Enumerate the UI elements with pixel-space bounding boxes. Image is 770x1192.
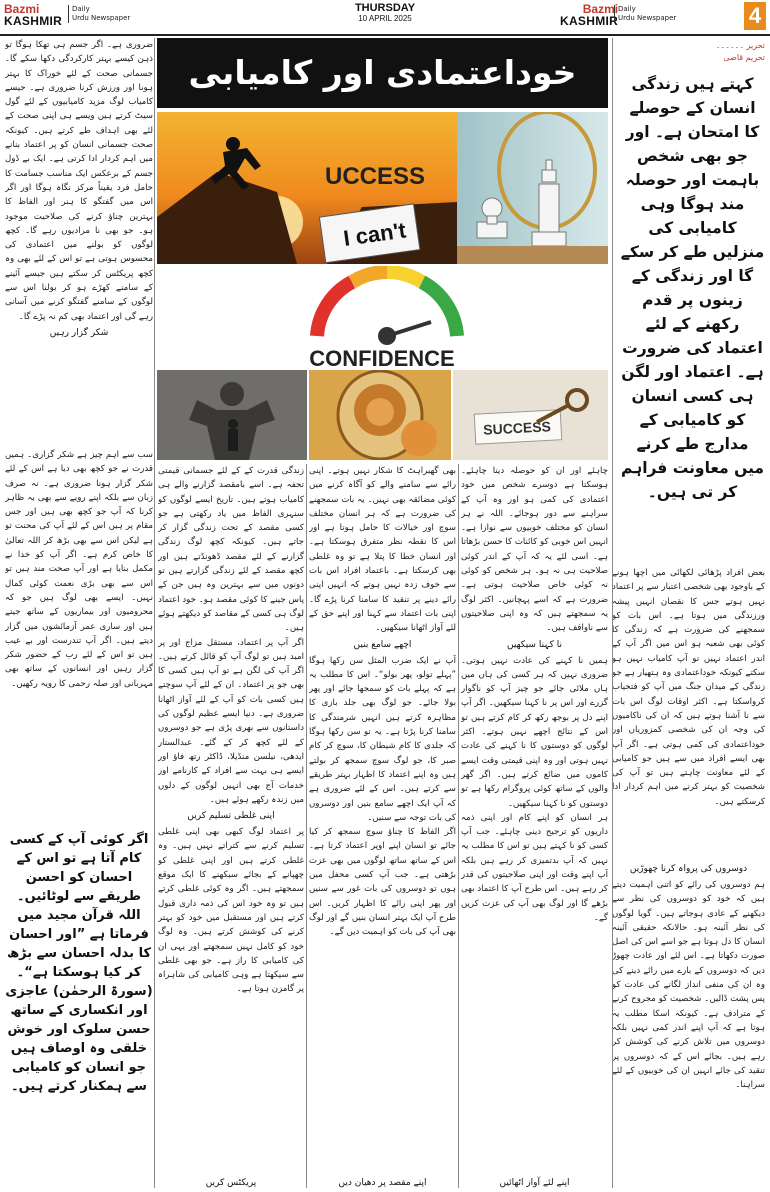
uccess-word: UCCESS — [325, 163, 426, 190]
col3-paragraph-2: اگر آپ پر اعتماد، مستقل مزاج اور پر امید ہیں تو لوگ آپ کو قائل کرتے ہیں۔ اگر آپ کی لگن ہے تو آپ ہیں کسی کا بھی جو پر اعتماد۔ ان کے لئے آپ سوچتے ہیں کسی بات کو آپ کے لئے آواز اٹھانا ضروری ہے۔ دنیا ایسے عظیم لوگوں کی داستانوں سے بھری پڑی ہے جو دوسروں کے لئے کچھ کر کے گئے۔ عبدالستار ایدھی، نیلسن منڈیلا، ڈاکٹر رتھ فاؤ اور ایسے ہی بہت سے افراد کے کارنامے اور خدمات آج بھی انہیں لوگوں کے دلوں میں زندہ رکھے ہوئے ہیں۔ — [158, 637, 304, 805]
brand-line2: KASHMIR — [4, 14, 63, 28]
brand-line2-right: KASHMIR — [560, 14, 619, 28]
col3-bottom-subhead: پریکٹس کریں — [205, 1178, 257, 1188]
article-title: خوداعتمادی اور کامیابی — [157, 38, 608, 108]
byline-name: تحریم قاضی — [723, 53, 765, 62]
divider-col3 — [306, 464, 307, 1188]
col4-bottom-subhead: اپنے مقصد پر دھیان دیں — [338, 1178, 427, 1188]
col4-paragraph-2: آپ نے ایک ضرب المثل سن رکھا ہوگا ”پہلے تولو، پھر بولو“۔ اس کا مطلب یہ ہے کہ پہلے بات کو سمجھا جائے اور پھر بولا جائے۔ جو لوگ بھی جلد بازی کا مظاہرہ کرتے ہیں انہیں شرمندگی کا سامنا کرنا پڑتا ہے۔ یہ تو سن رکھا ہوگا کہ جلدی کا کام شیطان کا، سوچ کر کام صبر کا، جو لوگ سوچ سمجھ کر بولتے ہیں وہ اپنے اعتماد کا اظہار بہتر طریقے سے کرتے ہیں۔ اس کے لئے ضروری ہے کہ آپ ایک اچھے سامع بنیں اور دوسروں کی بات توجہ سے سنیں۔ — [309, 655, 456, 823]
small-figure — [228, 419, 238, 451]
date-label: 10 APRIL 2025 — [358, 14, 412, 23]
confidence-gauge-image — [157, 266, 608, 370]
sub-line1-right: Daily — [618, 5, 636, 13]
sub-line2-right: Urdu Newspaper — [618, 14, 677, 22]
pull-quote: کہتے ہیں زندگی انسان کے حوصلے کا امتحان ہے۔ اور جو بھی شخص باہمت اور حوصلہ مند ہوگا وہی کامیابی کی منزلیں طے کر سکے گا اور زندگی کے زینوں پر قدم رکھنے کے لئے اعتماد کی ضرورت ہے۔ اعتماد اور لگن ہی کسی انسان کو کامیابی کے مدارج طے کرنے میں معاونت فراہم کر تی ہیں۔ — [620, 75, 765, 501]
byline-label: تحریر ۔۔۔۔۔۔ — [715, 41, 765, 50]
quran-quote: اگر کوئی آپ کے کسی کام آتا ہے تو اس کے احسان کو احسن طریقے سے لوٹائیں۔ اللہ قرآن مجید میں فرماتا ہے ”اور احسان کا بدلہ احسان سے بڑھ کر کیا ہوسکتا ہے“۔ (سورۃ الرحمٰن) عاجزی اور انکساری کے ساتھ حسن سلوک اور خوش خلقی وہ اوصاف ہیں جو انسان کو کامیابی سے ہمکنار کرتے ہیں۔ — [5, 832, 153, 1094]
column-4 — [309, 464, 456, 1174]
col5-paragraph-2: ہمیں نا کہنے کی عادت نہیں ہوتی۔ ضروری نہیں کہ ہر کسی کی ہاں میں ہاں ملائی جائے جو چیز آپ کو ناگوار گزرے اور اس پر نا کہنا سیکھیں۔ اگر آپ اپنے دل پر بوجھ رکھ کر کام کرتے ہیں تو اس کے نتائج اچھے نہیں ہوتے۔ اکثر لوگوں کو دوستوں کا نا کہنے کی عادت نہیں ہوتی اور وہ اپنی قیمتی وقت ایسے کاموں میں ضائع کرتے ہیں۔ اگر گھر والوں کے ساتھ کوئی پروگرام رکھا ہے تو دوستوں کو نا کہنا سیکھیں۔ — [461, 655, 608, 809]
left-subhead: شکر گزار رہیں — [49, 327, 109, 338]
col3-paragraph-3: پر اعتماد لوگ کبھی بھی اپنی غلطی تسلیم کرنے سے کتراتے نہیں ہیں۔ وہ غلطی کرتے ہیں اور اپنی غلطی کو چھپانے کے بجائے سیکھنے کا ایک موقع سمجھتے ہیں۔ اگر وہ کوئی غلطی کرتے ہیں تو وہ خود اس کی ذمہ داری قبول کرتے ہیں اور مستقبل میں خود کو بہتر کرنے کی کوشش کرتے ہیں۔ وہ لوگ خود کو کامل نہیں سمجھتے اور یہی ان کی کامیابی کا راز ہے۔ جو بھی غلطی سے سیکھتا ہے وہی کامیابی کی شاہراہ پر گامزن ہوتا ہے۔ — [158, 827, 304, 995]
dateline — [300, 2, 470, 23]
divider-col4 — [458, 464, 459, 1188]
masthead-left-sub — [68, 5, 130, 23]
i-cant-word: I can't — [341, 217, 408, 251]
left-col-paragraph-2: سب سے اہم چیز ہے شکر گزاری۔ ہمیں قدرت نے جو کچھ بھی دیا ہے اس کے لئے شکر گزار ہونا ضروری ہے۔ نہ صرف زبان سے بلکہ اپنے رویے سے بھی یہ ظاہر کرنا کہ آپ جو کچھ بھی ہیں اور جس مقام پر ہیں اس کے لئے آپ کی محنت تو ہے لیکن اس سے بھی بڑھ کر اللہ تعالیٰ کا خاص کرم ہے۔ اگر آپ کو خدا نے مکمل بنایا ہے اور آپ صحت مند ہیں تو اس سے بھی بڑی نعمت کوئی کمال نہیں۔ ایسے بھی لوگ ہیں جو کہ محرومیوں اور بیماریوں کے ساتھ جیتے ہیں اور ساری عمر آزمائشوں میں گزار دیتے ہیں۔ اگر آپ تندرست اور بے عیب ہیں تو اس کے لئے رب کے حضور شکر گزار رہیں اور انسانوں کے ساتھ بھی مہربانی اور صلہ رحمی کا رویہ رکھیں۔ — [5, 450, 153, 689]
brand-line1: Bazmi — [4, 2, 40, 16]
page-header — [0, 0, 770, 36]
left-column-text-2 — [5, 448, 153, 800]
col4-subhead: اچھے سامع بنیں — [353, 639, 412, 650]
right-column-text-2 — [612, 860, 765, 1190]
bottom-strip-illustration — [157, 370, 608, 460]
masthead-right — [560, 3, 618, 27]
col3-paragraph: زندگی قدرت کے کے لئے جسمانی قیمتی تحفہ ہے۔ اسے بامقصد گزارنے والے ہی کامیاب ہوتے ہیں۔ تاریخ ایسے لوگوں کو سنہری الفاظ میں یاد رکھتی ہے جو کسی مقصد کے تحت زندگی گزار کر جاتے ہیں۔ کیونکہ کچھ لوگ زندگی گزارنے کے لئے مقصد ڈھونڈتے ہیں اور کچھ مقصد کے لئے زندگی گزارتے ہیں تو دونوں میں سے بہترین وہ ہیں جن کے پاس جینے کا کوئی مقصد ہو۔ خود اعتماد لوگ ہی کسی کے مقاصد کو دیکھتے ہوئے ہیں۔ — [158, 466, 304, 634]
right-column-text — [612, 566, 765, 856]
col5-paragraph: چاہئے اور ان کو حوصلہ دینا چاہئے۔ ہوسکتا ہے دوسرے شخص میں خود اعتمادی کی کمی ہو اور وہ آپ کے سراہنے سے دور ہوجائے۔ اللہ نے ہر انسان کو مختلف خوبیوں سے نوازا ہے۔ انہیں اس خوبی کو کائنات کا حسن بڑھاتا ہے۔ اسی لئے یہ کہ آپ کے اندر کوئی صلاحیت ہی نہ ہو۔ ہر شخص کو کوئی نہ کوئی خاص صلاحیت ہوتی ہے۔ ضرورت ہے کہ اسے پہچانیں۔ اکثر لوگ یہ سمجھتے ہیں کہ وہ اپنی صلاحیتوں سے ناواقف ہیں۔ — [461, 466, 608, 634]
right-subhead: دوسروں کی پرواہ کرنا چھوڑیں — [629, 864, 748, 874]
column-3 — [158, 464, 304, 1174]
col3-subhead: اپنی غلطی تسلیم کریں — [187, 811, 275, 822]
bottom-image-strip — [157, 370, 608, 460]
sub-line1: Daily — [72, 5, 90, 13]
masthead-left — [4, 3, 62, 27]
confidence-label: CONFIDENCE — [309, 346, 455, 370]
right-col-paragraph-2: ہم دوسروں کی رائے کو اتنی اہمیت دیتے ہیں کہ خود کو دوسروں کی نظر سے دیکھنے کے عادی ہوجاتے ہیں۔ گویا لوگوں کی نظر آئینہ ہو۔ حالانکہ حقیقی آئینہ انسان کا دل ہوتا ہے جو اسے اس کی اصل صورت دکھاتا ہے۔ اس لئے اور عادت چھوڑ دیں کہ دوسروں کے بارے میں رائے دینے کی وہ ان کی منفی انداز لگانے کی عادت کو پس پشت ڈالیں۔ شخصیت کو مجروح کرنے کے مترادف ہے۔ کیونکہ اسکا مطلب یہ ہوتا ہے کہ آپ اپنے اندر کمی نہیں بلکہ دوسروں میں تلاش کرنے کی کوشش کر رہے ہیں۔ بجائے اس کے کہ دوسروں پر تنقید کی جائے انہیں ان کی خوبیوں کے لئے سراہنا۔ — [612, 880, 765, 1091]
page-number: 4 — [744, 2, 766, 30]
col4-paragraph-3: اگر الفاظ کا چناؤ سوچ سمجھ کر کیا جائے تو انسان اپنے اوپر اعتماد کرتا ہے۔ اس کے ساتھ ساتھ لوگوں میں بھی عزت بڑھتی ہے۔ جب آپ کسی محفل میں ہوں تو دوسروں کی بات غور سے سنیں اور پھر اپنی رائے کا اظہار کریں۔ اس طرح آپ ایک بہتر انسان بنیں گے اور لوگ بھی آپ کی بات کو اہمیت دیں گے۔ — [309, 827, 456, 938]
col5-bottom-subhead: اپنے لئے آواز اٹھائیں — [499, 1178, 570, 1188]
brand-line1-right: Bazmi — [582, 2, 619, 16]
column-5 — [461, 464, 608, 1174]
key-tag-label: SUCCESS — [482, 418, 552, 438]
divider-right — [612, 38, 613, 1188]
divider-left — [154, 38, 155, 1188]
col5-subhead: نا کہنا سیکھیں — [507, 639, 562, 650]
success-banner-illustration — [157, 112, 608, 264]
right-col-paragraph: بعض افراد پڑھائی لکھائی میں اچھا ہونے کے باوجود بھی شخصی اعتبار سے پر اعتماد نہیں ہوتے جس کا نقصان انہیں پیشہ ورزندگی میں ہوتا ہے۔ اس بات کو سمجھنے کی ضرورت ہے کہ زندگی کا کوئی بھی شعبہ ہو اس میں اگر آپ کے اندر اعتماد نہیں تو آپ کامیاب نہیں ہو سکتے کیونکہ خوداعتمادی وہ ہتھیار ہے جو زندگی کے میدان جنگ میں آپ کو فتحیاب کرواسکتا ہے۔ اکثر اوقات لوگ اس بات سے نا آشنا ہوتے ہیں کہ ان کی ناکامیوں کی وجہ ان کی شخصی کمزوریاں اور خوداعتمادی کی کمی ہوتی ہے۔ اگر آپ بھی ایسے افراد میں سے ہیں جو کامیابی کے لئے معاونت چاہتے ہیں تو آپ کی شخصیت کو بہتر کرنے میں اہم کردار ادا کرسکتے ہیں۔ — [612, 568, 765, 807]
masthead-right-sub — [614, 5, 676, 23]
sub-line2: Urdu Newspaper — [72, 14, 131, 22]
left-column-text — [5, 38, 153, 446]
left-col-paragraph: ضروری ہے۔ اگر جسم ہی تھکا ہوگا تو ذہن کیسے بہتر کارکردگی دکھا سکے گا۔ جسمانی صحت کے لئے خوراک کا بہتر ہونا اور ورزش کرنا ضروری ہے۔ جیسے کامیاب لوگ مزید کامیابیوں کے لئے گول سیٹ کرتے ہیں ویسے ہی اپنی صحت کے لئے بھی اہداف طے کرتے ہیں۔ کیونکہ صحت جسمانی انسان کو پر اعتماد بنانے میں اہم کردار ادا کرتی ہے۔ ایک بے ڈول جسم کے برعکس ایک مناسب جسامت کا حامل فرد یقیناً مرکز نگاہ ہوگا اور اگر اس میں گفتگو کا ہنر اور الفاظ کا بہترین چناؤ کرنے کی صلاحیت موجود ہو۔ جو بھی نا مرادیوں رہے گا۔ کچھ لوگوں کو بولنے میں اعتمادی کی محسوس ہوتی ہے تو اس کے لئے بھی وہ کچھ پریکٹس کر سکتے ہیں جیسے آئینے کے سامنے کھڑے ہو کر بولنا اس سے لوگوں کے سامنے گفتگو کرنے میں آسانی رہے گی اور اعتماد بھی کم نہ پڑے گا۔ — [5, 40, 153, 322]
day-label: THURSDAY — [354, 2, 416, 14]
success-banner-image — [157, 112, 608, 264]
col5-paragraph-3: ہر انسان کو اپنے کام اور اپنی ذمہ داریوں کو ترجیح دینی چاہئے۔ جب آپ کسی کو نا کہتے ہیں تو اس کا مطلب یہ نہیں کہ آپ بدتمیزی کر رہے ہیں بلکہ آپ اپنے وقت اور اپنی صلاحیتوں کی قدر کر رہے ہیں۔ اس طرح آپ کا اعتماد بھی بڑھے گا اور لوگ بھی آپ کی عزت کریں گے۔ — [461, 812, 608, 923]
gauge-illustration — [157, 266, 608, 370]
col4-paragraph: بھی گھبراہٹ کا شکار نہیں ہوتے۔ اپنی رائے سے سامنے والے کو آگاہ کرنے میں کوئی مضائقہ بھی نہیں۔ یہ بات سمجھنے کی ضرورت ہے کہ ہر انسان مختلف سوچ اور خیالات کا حامل ہوتا ہے اور اس کا نقطہ نظر متفرق ہوسکتا ہے۔ اور انسان خطا کا پتلا ہے تو وہ غلطی بھی کرسکتا ہے۔ باعتماد افراد اس بات سے خوف زدہ نہیں ہوتے کہ انہیں اپنی رائے دینے پر تنقید کا سامنا کرنا پڑے گا۔ اپنی بات اعتماد سے کہنا اور اپنے حق کے لئے آواز اٹھانا سیکھیں۔ — [309, 466, 456, 634]
